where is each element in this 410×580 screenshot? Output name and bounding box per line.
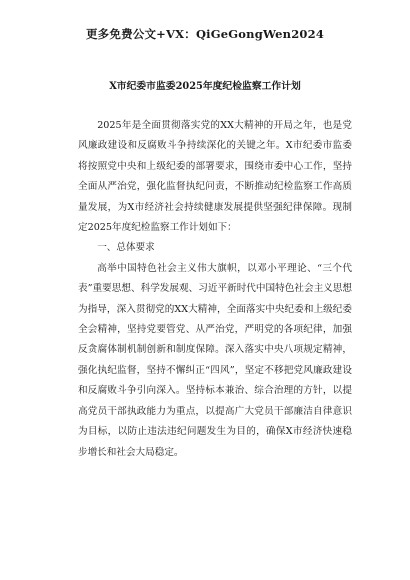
document-body <box>78 116 352 463</box>
intro-paragraph: 2025年是全面贯彻落实党的XX大精神的开局之年，也是党风廉政建设和反腐败斗争持续深化的关键之年。X市纪委市监委将按照党中央和上级纪委的部署要求，围绕市委中心工作，坚持全面从严治党，强化监督执纪问责，不断推动纪检监察工作高质量发展，为X市经济社会持续健康发展提供坚强纪律保障。现制定2025年度纪检监察工作计划如下： <box>78 120 352 234</box>
section-heading-general-requirements: 一、总体要求 <box>97 242 155 254</box>
promo-banner: 更多免费公文+VX：QiGeGongWen2024 <box>85 27 325 41</box>
section-paragraph-general-requirements: 高举中国特色社会主义伟大旗帜，以邓小平理论、“三个代表”重要思想、科学发展观、习近平新时代中国特色社会主义思想为指导，深入贯彻党的XX大精神，全面落实中央纪委和上级纪委全会精神，坚持党要管党、从严治党，严明党的各项纪律，加强反贪腐体制机制创新和制度保障。深入落实中央八项规定精神，强化执纪监督，坚持不懈纠正“四风”，坚定不移把党风廉政建设和反腐败斗争引向深入。坚持标本兼治、综合治理的方针，以提高党员干部执政能力为重点，以提高广大党员干部廉洁自律意识为目标，以防止违法违纪问题发生为目的，确保X市经济快速稳步增长和社会大局稳定。 <box>78 262 352 458</box>
document-title: X市纪委市监委2025年度纪检监察工作计划 <box>109 81 301 92</box>
